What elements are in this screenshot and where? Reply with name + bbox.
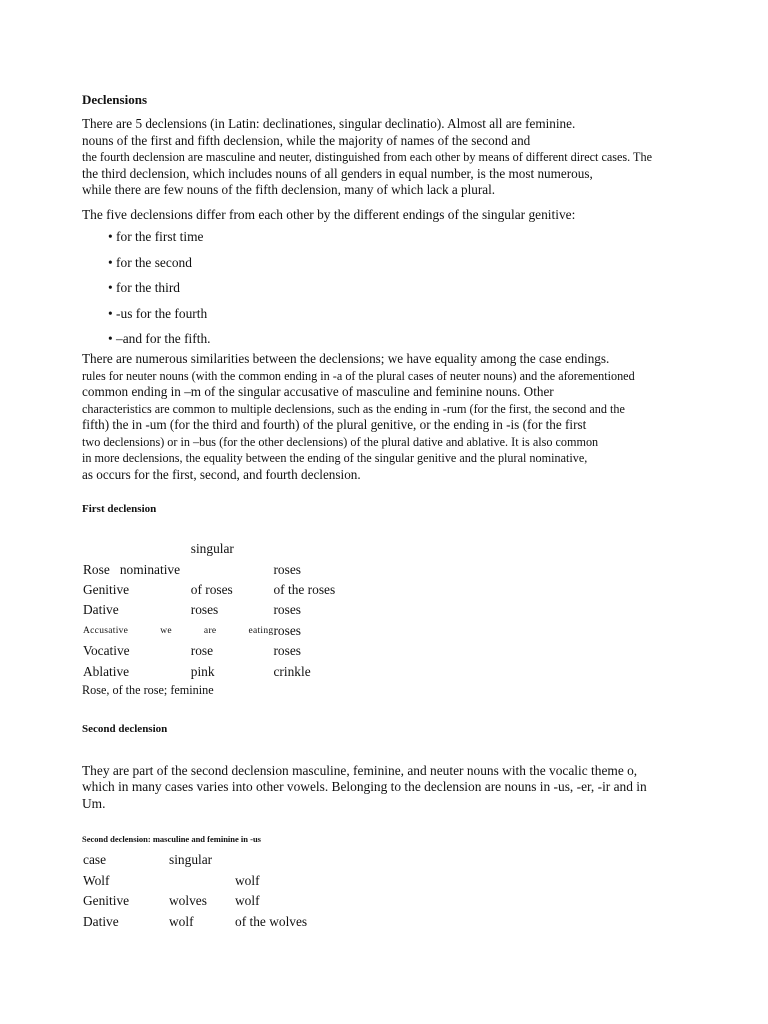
table-cell: pink [190,663,215,679]
table-cell: roses [273,643,301,659]
table-row [83,600,393,620]
table-row [83,911,355,931]
intro-line: the third declension, which includes nouns of all genders in equal number, is the most numerous, [82,165,593,181]
first-declension-table [83,539,393,682]
table-cell: Vocative [83,643,130,659]
similarity-line: There are numerous similarities between the declensions; we have equality among the case endings. [82,351,610,366]
table-cell: wolf [235,893,260,909]
table-cell: of the roses [273,581,336,597]
table-cell: wolf [169,913,194,929]
table-row [83,641,393,661]
table-cell: Dative [83,913,119,929]
first-declension-caption: Rose, of the rose; feminine [82,682,214,697]
first-declension-heading: First declension [82,503,157,515]
table-cell: roses [273,622,301,638]
table-cell: roses [273,561,301,577]
table-row [83,621,393,641]
table-cell: roses [273,602,301,618]
page-title: Declensions [82,92,147,107]
similarity-line: characteristics are common to multiple declensions, such as the ending in -rum (for the first, the second and the [82,401,625,416]
table-cell: wolves [169,893,207,909]
table-cell: of the wolves [235,913,308,929]
second-declension-heading: Second declension [82,722,168,735]
table-cell: Wolf [83,872,110,888]
table-cell: Accusative we are eating [83,625,274,636]
table-row [83,661,393,681]
table-cell: rose [190,643,214,659]
second-declension-table [83,850,355,932]
list-item: • for the third [108,280,762,296]
table-header-row [83,850,355,870]
intro-paragraph [82,116,762,199]
table-cell: singular [169,852,213,868]
table-cell: singular [190,541,234,557]
table-row [83,580,393,600]
genitive-list [108,229,762,347]
intro-line: nouns of the first and fifth declension, while the majority of names of the second and [82,132,531,148]
intro-line: the fourth declension are masculine and neuter, distinguished from each other by means of different direct cases. The [82,150,652,164]
second-declension-subheading: Second declension: masculine and feminine in -us [82,834,261,845]
similarity-line: as occurs for the first, second, and fourth declension. [82,466,361,482]
similarity-line: common ending in –m of the singular accusative of masculine and feminine nouns. Other [82,384,554,399]
intro-line: while there are few nouns of the fifth declension, many of which lack a plural. [82,182,496,197]
table-cell: of roses [190,581,233,597]
table-cell: Genitive [83,893,130,909]
table-row [83,871,355,891]
table-cell: Ablative [83,663,130,679]
table-cell [83,539,191,559]
second-declension-intro [82,763,762,813]
genitive-intro: The five declensions differ from each other by the different endings of the singular genitive: [82,206,576,222]
table-cell: wolf [235,872,260,888]
list-item: • –and for the fifth. [108,331,762,347]
table-cell [169,871,235,891]
table-row [83,559,393,579]
similarity-line: two declensions) or in –bus (for the other declensions) of the plural dative and ablative. It is also common [82,434,599,449]
second-intro-line: They are part of the second declension masculine, feminine, and neuter nouns with the vocalic theme o, [82,762,638,778]
table-cell [235,850,355,870]
second-intro-line: Um. [82,795,106,811]
table-row [83,891,355,911]
table-header-row [83,539,393,559]
table-cell: Rose nominative [83,561,181,577]
similarity-paragraph [82,351,762,483]
table-cell: Genitive [83,581,130,597]
table-cell: case [83,852,107,868]
intro-line: There are 5 declensions (in Latin: declinationes, singular declinatio). Almost all are feminine. [82,116,576,131]
similarity-line: rules for neuter nouns (with the common ending in -a of the plural cases of neuter nouns) and the aforementioned [82,368,635,383]
document-page [82,92,762,932]
similarity-line: fifth) the in -um (for the third and fourth) of the plural genitive, or the ending in -is (for the first [82,417,587,432]
second-intro-line: which in many cases varies into other vowels. Belonging to the declension are nouns in -us, -er, -ir and in [82,779,647,795]
list-item: • for the second [108,255,762,271]
table-cell: Dative [83,602,119,618]
table-cell: crinkle [273,663,311,679]
table-cell: roses [190,602,219,618]
similarity-line: in more declensions, the equality between the ending of the singular genitive and the plural nominative, [82,451,588,465]
table-cell [273,539,393,559]
list-item: • -us for the fourth [108,306,762,322]
list-item: • for the first time [108,229,762,245]
